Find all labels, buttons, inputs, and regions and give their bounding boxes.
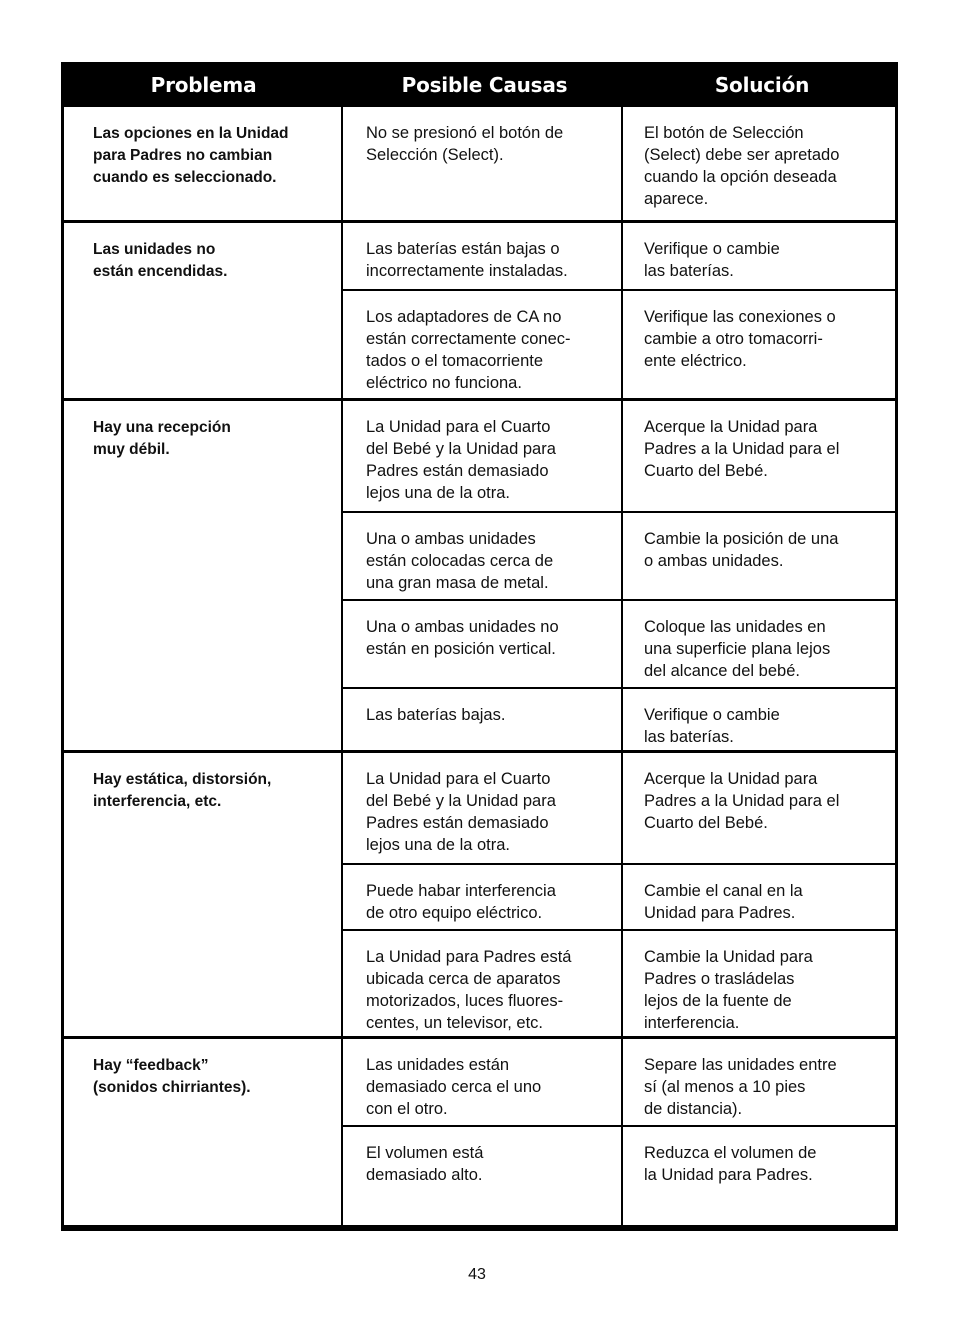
problem-cell xyxy=(64,223,343,398)
problem-text-line: están encendidas. xyxy=(93,263,228,280)
cause-text-line: lejos una de la otra. xyxy=(366,836,511,854)
solution-text-line: Cuarto del Bebé. xyxy=(644,462,768,480)
cause-text-line: centes, un televisor, etc. xyxy=(366,1014,544,1032)
cause-text-line: Las unidades están xyxy=(366,1056,510,1074)
solution-cell xyxy=(623,107,895,223)
table-row xyxy=(343,929,895,1039)
cause-text-line: Selección (Select). xyxy=(366,146,504,164)
solution-text-line: o ambas unidades. xyxy=(644,552,784,570)
cause-text-line: eléctrico no funciona. xyxy=(366,374,522,392)
page-number: 43 xyxy=(468,1266,486,1283)
solution-text-line: cambie a otro tomacorri- xyxy=(644,330,823,348)
cause-text-line: incorrectamente instaladas. xyxy=(366,262,568,280)
cause-cell xyxy=(343,1127,623,1228)
table-row xyxy=(343,289,895,399)
table-row xyxy=(343,401,895,511)
table-row xyxy=(343,223,895,289)
solution-cell xyxy=(623,601,895,687)
cause-text-line: una gran masa de metal. xyxy=(366,574,549,592)
table-header xyxy=(64,62,895,107)
troubleshooting-table xyxy=(61,62,898,1231)
problem-text-line: Las opciones en la Unidad xyxy=(93,125,289,142)
solution-text-line: del alcance del bebé. xyxy=(644,662,800,680)
cause-cell xyxy=(343,931,623,1039)
table-row xyxy=(343,107,895,223)
table-row xyxy=(343,599,895,687)
cause-text-line: Puede habar interferencia xyxy=(366,882,556,900)
cause-cell xyxy=(343,513,623,599)
cause-text-line: están correctamente conec- xyxy=(366,330,571,348)
cause-text-line: ubicada cerca de aparatos xyxy=(366,970,561,988)
cause-text-line: de otro equipo eléctrico. xyxy=(366,904,543,922)
solution-text-line: Acerque la Unidad para xyxy=(644,418,818,436)
solution-cell xyxy=(623,753,895,863)
solution-text-line: Acerque la Unidad para xyxy=(644,770,818,788)
problem-text-line: (sonidos chirriantes). xyxy=(93,1079,251,1096)
cause-text-line: Padres están demasiado xyxy=(366,814,549,832)
problem-cell xyxy=(64,401,343,750)
cause-text-line: están colocadas cerca de xyxy=(366,552,554,570)
header-problema: Problema xyxy=(150,73,257,97)
problem-cell xyxy=(64,107,343,220)
cause-text-line: El volumen está xyxy=(366,1144,484,1162)
solution-text-line: las baterías. xyxy=(644,262,734,280)
table-row xyxy=(343,753,895,863)
solution-text-line: las baterías. xyxy=(644,728,734,746)
solution-text-line: Cambie la posición de una xyxy=(644,530,839,548)
solution-text-line: Cuarto del Bebé. xyxy=(644,814,768,832)
solution-text-line: Padres a la Unidad para el xyxy=(644,792,840,810)
solution-cell xyxy=(623,1127,895,1228)
cause-cell xyxy=(343,401,623,511)
problem-group xyxy=(64,107,895,223)
problem-text-line: cuando es seleccionado. xyxy=(93,169,277,186)
solution-text-line: lejos de la fuente de xyxy=(644,992,792,1010)
cause-cell xyxy=(343,865,623,929)
cause-text-line: La Unidad para el Cuarto xyxy=(366,770,551,788)
table-row xyxy=(343,1039,895,1125)
solution-cell xyxy=(623,291,895,399)
problem-group xyxy=(64,401,895,753)
cause-cell xyxy=(343,291,623,399)
problem-text-line: interferencia, etc. xyxy=(93,793,222,810)
cause-cell xyxy=(343,689,623,753)
solution-text-line: (Select) debe ser apretado xyxy=(644,146,840,164)
header-solucion: Solución xyxy=(714,73,810,97)
cause-text-line: Las baterías bajas. xyxy=(366,706,506,724)
solution-text-line: Unidad para Padres. xyxy=(644,904,796,922)
solution-text-line: Cambie el canal en la xyxy=(644,882,803,900)
cause-text-line: del Bebé y la Unidad para xyxy=(366,440,556,458)
cause-text-line: demasiado cerca el uno xyxy=(366,1078,542,1096)
header-posible-causas: Posible Causas xyxy=(401,73,568,97)
solution-text-line: El botón de Selección xyxy=(644,124,804,142)
solution-text-line: de distancia). xyxy=(644,1100,743,1118)
cause-cell xyxy=(343,753,623,863)
cause-text-line: Una o ambas unidades no xyxy=(366,618,559,636)
cause-text-line: con el otro. xyxy=(366,1100,448,1118)
solution-text-line: Separe las unidades entre xyxy=(644,1056,837,1074)
cause-text-line: del Bebé y la Unidad para xyxy=(366,792,556,810)
table-row xyxy=(343,511,895,599)
cause-text-line: La Unidad para el Cuarto xyxy=(366,418,551,436)
solution-text-line: Coloque las unidades en xyxy=(644,618,826,636)
problem-text-line: Hay “feedback” xyxy=(93,1057,209,1074)
problem-text-line: Las unidades no xyxy=(93,241,216,258)
solution-text-line: Verifique las conexiones o xyxy=(644,308,836,326)
table-row xyxy=(343,687,895,753)
problem-text-line: muy débil. xyxy=(93,441,170,458)
solution-text-line: una superficie plana lejos xyxy=(644,640,831,658)
cause-text-line: La Unidad para Padres está xyxy=(366,948,572,966)
cause-text-line: Una o ambas unidades xyxy=(366,530,536,548)
problem-group xyxy=(64,1039,895,1228)
solution-text-line: Padres a la Unidad para el xyxy=(644,440,840,458)
problem-text-line: Hay una recepción xyxy=(93,419,231,436)
problem-group xyxy=(64,753,895,1039)
solution-cell xyxy=(623,931,895,1039)
solution-text-line: la Unidad para Padres. xyxy=(644,1166,813,1184)
solution-text-line: cuando la opción deseada xyxy=(644,168,837,186)
cause-text-line: No se presionó el botón de xyxy=(366,124,564,142)
solution-cell xyxy=(623,401,895,511)
problem-cell xyxy=(64,1039,343,1225)
solution-cell xyxy=(623,223,895,289)
solution-text-line: aparece. xyxy=(644,190,709,208)
problem-text-line: Hay estática, distorsión, xyxy=(93,771,272,788)
cause-cell xyxy=(343,223,623,289)
solution-cell xyxy=(623,865,895,929)
solution-text-line: Reduzca el volumen de xyxy=(644,1144,817,1162)
cause-text-line: Los adaptadores de CA no xyxy=(366,308,562,326)
table-row xyxy=(343,1125,895,1228)
solution-text-line: sí (al menos a 10 pies xyxy=(644,1078,806,1096)
problem-cell xyxy=(64,753,343,1036)
cause-text-line: están en posición vertical. xyxy=(366,640,556,658)
solution-text-line: Cambie la Unidad para xyxy=(644,948,813,966)
solution-text-line: Padres o trasládelas xyxy=(644,970,795,988)
cause-cell xyxy=(343,107,623,223)
cause-text-line: demasiado alto. xyxy=(366,1166,483,1184)
solution-text-line: Verifique o cambie xyxy=(644,240,780,258)
solution-text-line: Verifique o cambie xyxy=(644,706,780,724)
problem-text-line: para Padres no cambian xyxy=(93,147,273,164)
problem-group xyxy=(64,223,895,401)
cause-text-line: Las baterías están bajas o xyxy=(366,240,560,258)
solution-cell xyxy=(623,1039,895,1125)
cause-cell xyxy=(343,601,623,687)
cause-cell xyxy=(343,1039,623,1125)
solution-text-line: interferencia. xyxy=(644,1014,740,1032)
solution-cell xyxy=(623,513,895,599)
solution-text-line: ente eléctrico. xyxy=(644,352,747,370)
table-row xyxy=(343,863,895,929)
cause-text-line: motorizados, luces fluores- xyxy=(366,992,564,1010)
solution-cell xyxy=(623,689,895,753)
cause-text-line: tados o el tomacorriente xyxy=(366,352,544,370)
cause-text-line: lejos una de la otra. xyxy=(366,484,511,502)
cause-text-line: Padres están demasiado xyxy=(366,462,549,480)
